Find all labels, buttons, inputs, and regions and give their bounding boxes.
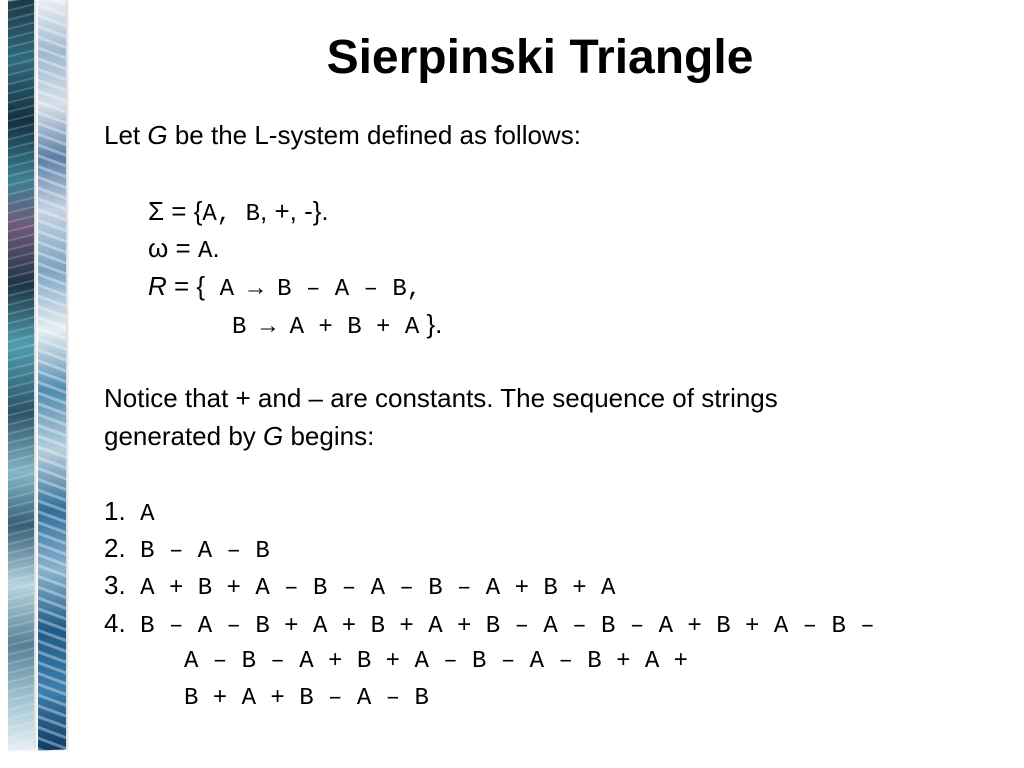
omega-prefix: ω =	[148, 233, 198, 263]
rule-1: A → B – A – B,	[219, 276, 422, 303]
sequence-text: A + B + A – B – A – B – A + B + A	[140, 575, 616, 602]
intro-line	[104, 120, 581, 151]
notice-line-2	[104, 421, 374, 452]
sequence-number: 1.	[104, 496, 126, 526]
omega-line	[148, 233, 220, 265]
decorative-strip-right	[38, 0, 66, 750]
sequence-item	[104, 533, 270, 565]
sequence-item	[104, 570, 615, 602]
decorative-strip-left	[8, 0, 34, 750]
sigma-suffix: , +, -}.	[260, 196, 329, 226]
sequence-text: B – A – B + A + B + A + B – A – B – A + B + A – B –	[140, 613, 875, 640]
sequence-item	[104, 608, 875, 640]
sequence-number: 4.	[104, 608, 126, 638]
rules-eq: = {	[166, 271, 206, 301]
sequence-number: 3.	[104, 570, 126, 600]
notice-line-1: Notice that + and – are constants. The sequence of strings	[104, 383, 778, 413]
intro-suffix: be the L-system defined as follows:	[167, 120, 581, 150]
rules-line	[148, 271, 421, 303]
omega-suffix: .	[212, 233, 220, 263]
sequence-text: B – A – B	[140, 538, 270, 565]
sigma-body: A, B	[202, 201, 260, 228]
notice-suffix: begins:	[283, 421, 375, 451]
sequence-item	[104, 496, 155, 528]
rules-var: R	[148, 271, 167, 301]
rule-2: B → A + B + A	[232, 314, 420, 341]
rule-2-close: }.	[426, 309, 443, 339]
sigma-prefix: Σ = {	[148, 196, 203, 226]
sequence-text: A	[140, 501, 155, 528]
slide-title: Sierpinski Triangle	[326, 31, 754, 84]
sigma-line	[148, 196, 329, 228]
intro-prefix: Let	[104, 120, 148, 150]
intro-var: G	[147, 120, 168, 150]
rule-2-line	[232, 309, 442, 341]
notice-prefix: generated by	[104, 421, 264, 451]
sequence-continuation: A – B – A + B + A – B – A – B + A +	[184, 648, 689, 675]
omega-body: A	[197, 238, 213, 265]
sequence-continuation: B + A + B – A – B	[184, 685, 429, 712]
notice-var: G	[263, 421, 284, 451]
sequence-number: 2.	[104, 533, 126, 563]
